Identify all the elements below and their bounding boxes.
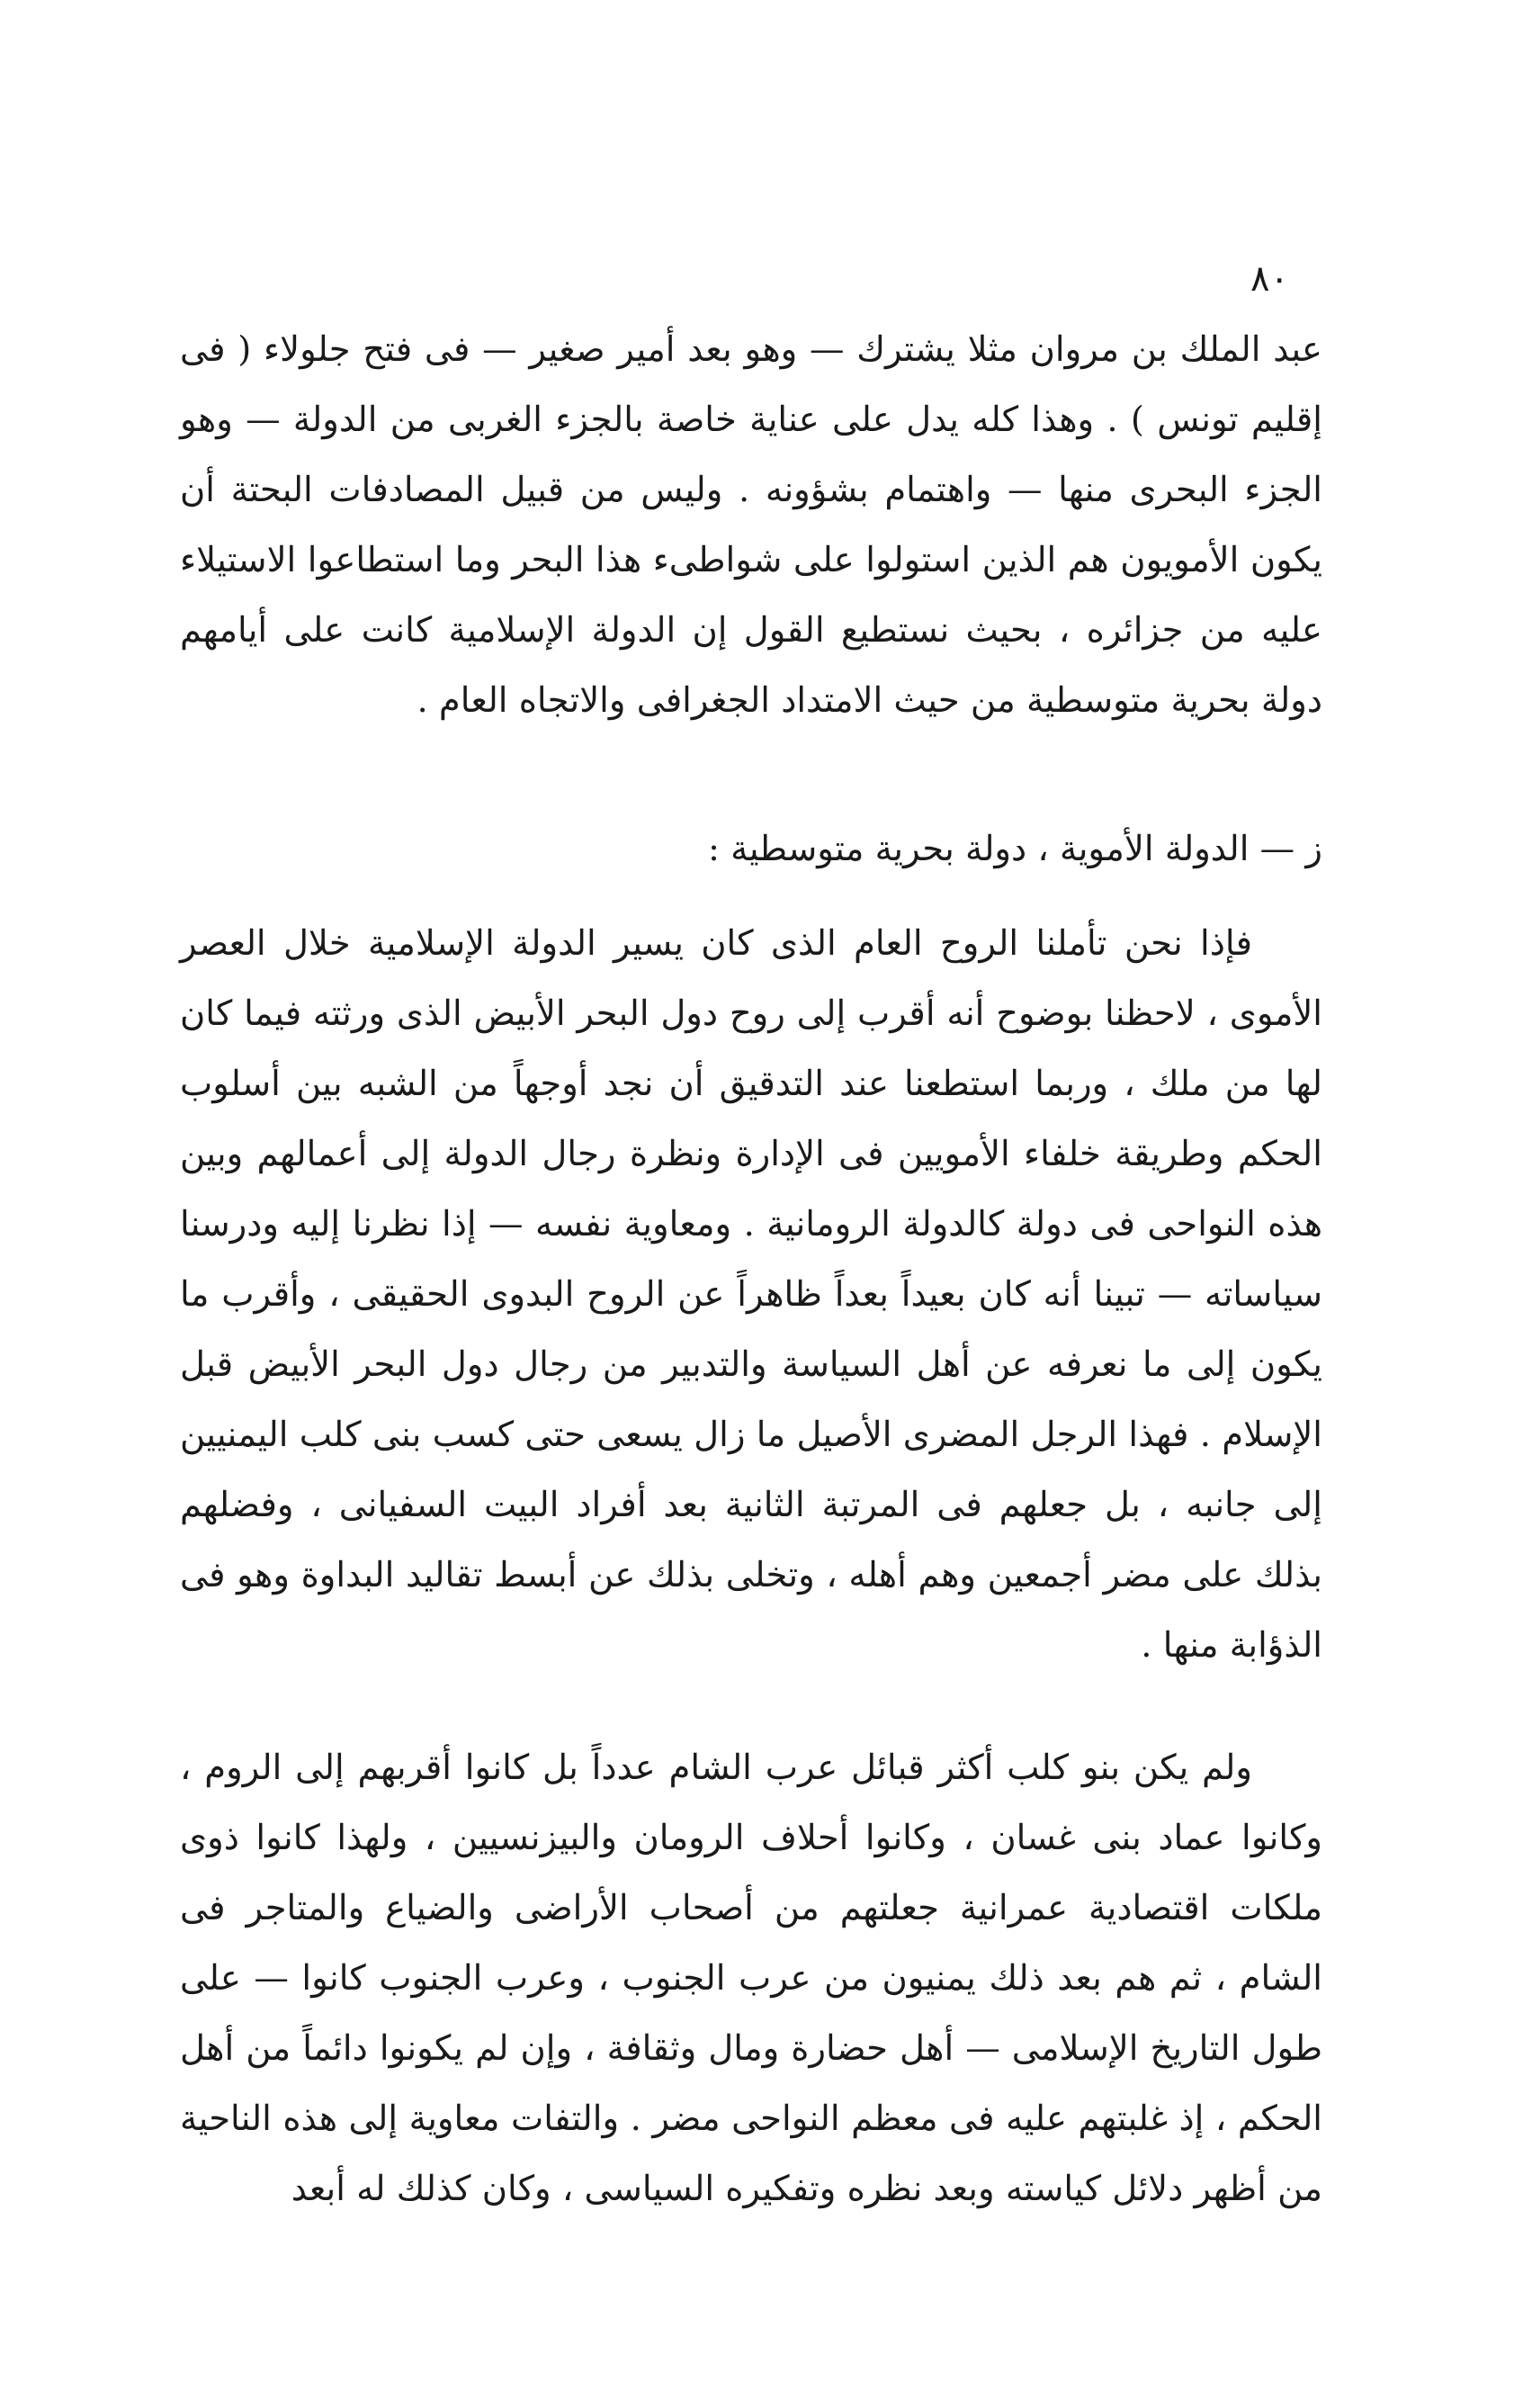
page-number: ٨٠ [1250, 258, 1289, 300]
paragraph-block-3 [180, 1733, 1322, 2224]
paragraph-block-2 [180, 909, 1322, 1681]
paragraph-continuation: عبد الملك بن مروان مثلا يشترك — وهو بعد أمير صغير — فى فتح جلولاء ( فى إقليم تونس ) . وهذا كله يدل على عناية خاصة بالجزء الغربى من الدولة — وهو الجزء البحرى منها — واهتمام بشؤونه . وليس من قبيل المصادفات البحتة أن يكون الأمويون هم الذين استولوا على شواطىء هذا البحر وما استطاعوا الاستيلاء عليه من جزائره ، بحيث نستطيع القول إن الدولة الإسلامية كانت على أيامهم دولة بحرية متوسطية من حيث الامتداد الجغرافى والاتجاه العام . [180, 329, 1322, 721]
paragraph-block-1 [180, 315, 1322, 736]
paragraph-umayyad-spirit: فإذا نحن تأملنا الروح العام الذى كان يسير الدولة الإسلامية خلال العصر الأموى ، لاحظنا بوضوح أنه أقرب إلى روح دول البحر الأبيض الذى ورثته فيما كان لها من ملك ، وربما استطعنا عند التدقيق أن نجد أوجهاً من الشبه بين أسلوب الحكم وطريقة خلفاء الأمويين فى الإدارة ونظرة رجال الدولة إلى أعمالهم وبين هذه النواحى فى دولة كالدولة الرومانية . ومعاوية نفسه — إذا نظرنا إليه ودرسنا سياساته — تبينا أنه كان بعيداً بعداً ظاهراً عن الروح البدوى الحقيقى ، وأقرب ما يكون إلى ما نعرفه عن أهل السياسة والتدبير من رجال دول البحر الأبيض قبل الإسلام . فهذا الرجل المضرى الأصيل ما زال يسعى حتى كسب بنى كلب اليمنيين إلى جانبه ، بل جعلهم فى المرتبة الثانية بعد أفراد البيت السفيانى ، وفضلهم بذلك على مضر أجمعين وهم أهله ، وتخلى بذلك عن أبسط تقاليد البداوة وهو فى الذؤابة منها . [180, 923, 1322, 1666]
paragraph-banu-kalb: ولم يكن بنو كلب أكثر قبائل عرب الشام عدداً بل كانوا أقربهم إلى الروم ، وكانوا عماد بنى غسان ، وكانوا أحلاف الرومان والبيزنسيين ، ولهذا كانوا ذوى ملكات اقتصادية عمرانية جعلتهم من أصحاب الأراضى والضياع والمتاجر فى الشام ، ثم هم بعد ذلك يمنيون من عرب الجنوب ، وعرب الجنوب كانوا — على طول التاريخ الإسلامى — أهل حضارة ومال وثقافة ، وإن لم يكونوا دائماً من أهل الحكم ، إذ غلبتهم عليه فى معظم النواحى مضر . والتفات معاوية إلى هذه الناحية من أظهر دلائل كياسته وبعد نظره وتفكيره السياسى ، وكان كذلك له أبعد [180, 1748, 1322, 2209]
section-heading-block [180, 814, 1322, 885]
section-heading: ز — الدولة الأموية ، دولة بحرية متوسطية : [707, 829, 1322, 869]
